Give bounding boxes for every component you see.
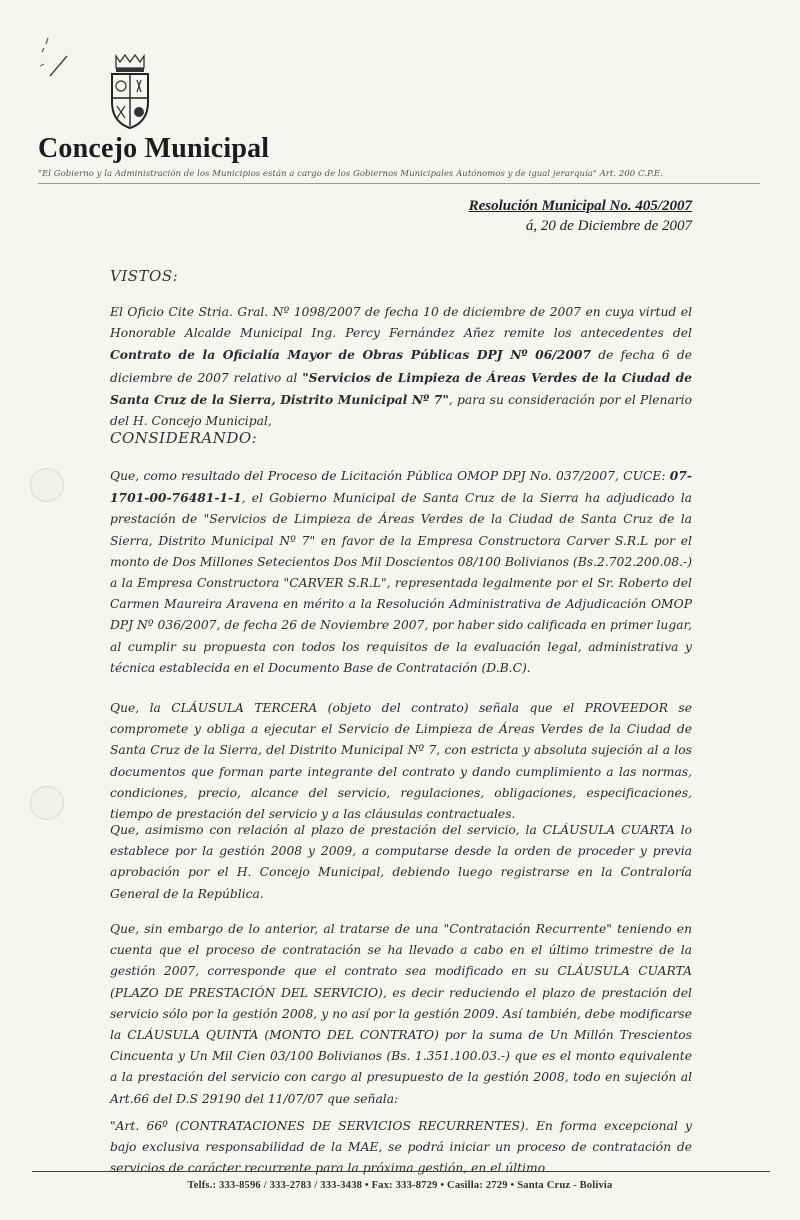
footer-divider — [32, 1171, 770, 1172]
paragraph-vistos — [110, 302, 692, 432]
text-run: , el Gobierno Municipal de Santa Cruz de la Sierra ha adjudicado la prestación de "Servicios de Limpieza de Áreas Verdes de la Ciudad de Santa Cruz de la Sierra, Distrito Municipal Nº 7" en favor de la Empresa Constructora Carver S.R.L por el monto de Dos Millones Setecientos Dos Mil Doscientos 08/100 Bolivianos (Bs.2.702.200.08.-) a la Empresa Constructora "CARVER S.R.L", representada legalmente por el Sr. Roberto del Carmen Maureira Aravena en mérito a la Resolución Administrativa de Adjudicación OMOP DPJ Nº 036/2007, de fecha 26 de Noviembre 2007, por haber sido calificada en primer lugar, al cumplir su propuesta con todos los requisitos de la evaluación legal, administrativa y técnica establecida en el Documento Base de Contratación (D.B.C). — [110, 491, 692, 675]
resolution-number: Resolución Municipal No. 405/2007 — [468, 198, 692, 214]
punch-hole — [30, 786, 64, 820]
paragraph-considerando-3: Que, asimismo con relación al plazo de prestación del servicio, la CLÁUSULA CUARTA lo establece por la gestión 2008 y 2009, a computarse desde la orden de proceder y previa aprobación por el H. Concejo Municipal, debiendo luego registrarse en la Contraloría General de la República. — [110, 823, 692, 901]
resolution-date: á, 20 de Diciembre de 2007 — [525, 218, 692, 234]
text-run: Que, como resultado del Proceso de Licitación Pública OMOP DPJ No. 037/2007, CUCE: — [110, 469, 670, 483]
header-divider — [38, 183, 760, 184]
service-name: "Servicios de Limpieza de Áreas Verdes de la Ciudad de Santa Cruz de la Sierra, Distrito Municipal Nº 7" — [110, 369, 692, 407]
footer-contact: Telfs.: 333-8596 / 333-2783 / 333-3438 • Fax: 333-8729 • Casilla: 2729 • Santa Cruz - Bolivia — [187, 1180, 613, 1191]
handwritten-mark-icon — [22, 30, 92, 90]
contract-reference: Contrato de la Oficialía Mayor de Obras Públicas DPJ Nº 06/2007 — [110, 347, 592, 363]
cuce-code: 07-1701-00-76481-1-1 — [110, 468, 692, 506]
text-run: , para su consideración por el Plenario del H. Concejo Municipal, — [110, 392, 692, 429]
punch-hole — [30, 468, 64, 502]
paragraph-considerando-1 — [110, 465, 692, 679]
municipal-crest-icon — [104, 52, 156, 132]
paragraph-article-quote: "Art. 66º (CONTRATACIONES DE SERVICIOS RECURRENTES). En forma excepcional y bajo exclusiva responsabilidad de la MAE, se podrá iniciar un proceso de contratación de servicios de carácter recurrente para la próxima gestión, en el último — [110, 1119, 692, 1176]
section-heading-considerando: CONSIDERANDO: — [110, 429, 258, 447]
section-heading-vistos: VISTOS: — [110, 267, 179, 285]
text-run: El Oficio Cite Stria. Gral. Nº 1098/2007 de fecha 10 de diciembre de 2007 en cuya virtud el Honorable Alcalde Municipal Ing. Percy Fernández Añez remite los antecedentes del — [110, 305, 692, 341]
organization-name: Concejo Municipal — [38, 133, 270, 164]
paragraph-considerando-2: Que, la CLÁUSULA TERCERA (objeto del contrato) señala que el PROVEEDOR se compromete y obliga a ejecutar el Servicio de Limpieza de Áreas Verdes de la Ciudad de Santa Cruz de la Sierra, del Distrito Municipal Nº 7, con estricta y absoluta sujeción al a los documentos que forman parte integrante del contrato y dando cumplimiento a las normas, condiciones, precio, alcance del servicio, regulaciones, obligaciones, especificaciones, tiempo de prestación del servicio y a las cláusulas contractuales. — [110, 701, 692, 822]
paragraph-considerando-4: Que, sin embargo de lo anterior, al tratarse de una "Contratación Recurrente" teniendo en cuenta que el proceso de contratación se ha llevado a cabo en el último trimestre de la gestión 2007, corresponde que el contrato sea modificado en su CLÁUSULA CUARTA (PLAZO DE PRESTACIÓN DEL SERVICIO), es decir reduciendo el plazo de prestación del servicio sólo por la gestión 2008, y no así por la gestión 2009. Así también, debe modificarse la CLÁUSULA QUINTA (MONTO DEL CONTRATO) por la suma de Un Millón Trescientos Cincuenta y Un Mil Cien 03/100 Bolivianos (Bs. 1.351.100.03.-) que es el monto equivalente a la prestación del servicio con cargo al presupuesto de la gestión 2008, todo en sujeción al Art.66 del D.S 29190 del 11/07/07 que señala: — [110, 922, 692, 1106]
constitution-motto: "El Gobierno y la Administración de los Municipios están a cargo de los Gobiernos Municipales Autónomos y de igual jerarquía" Art. 200 C.P.E. — [38, 169, 663, 179]
text-run: de fecha 6 de diciembre de 2007 relativo al — [110, 348, 692, 385]
